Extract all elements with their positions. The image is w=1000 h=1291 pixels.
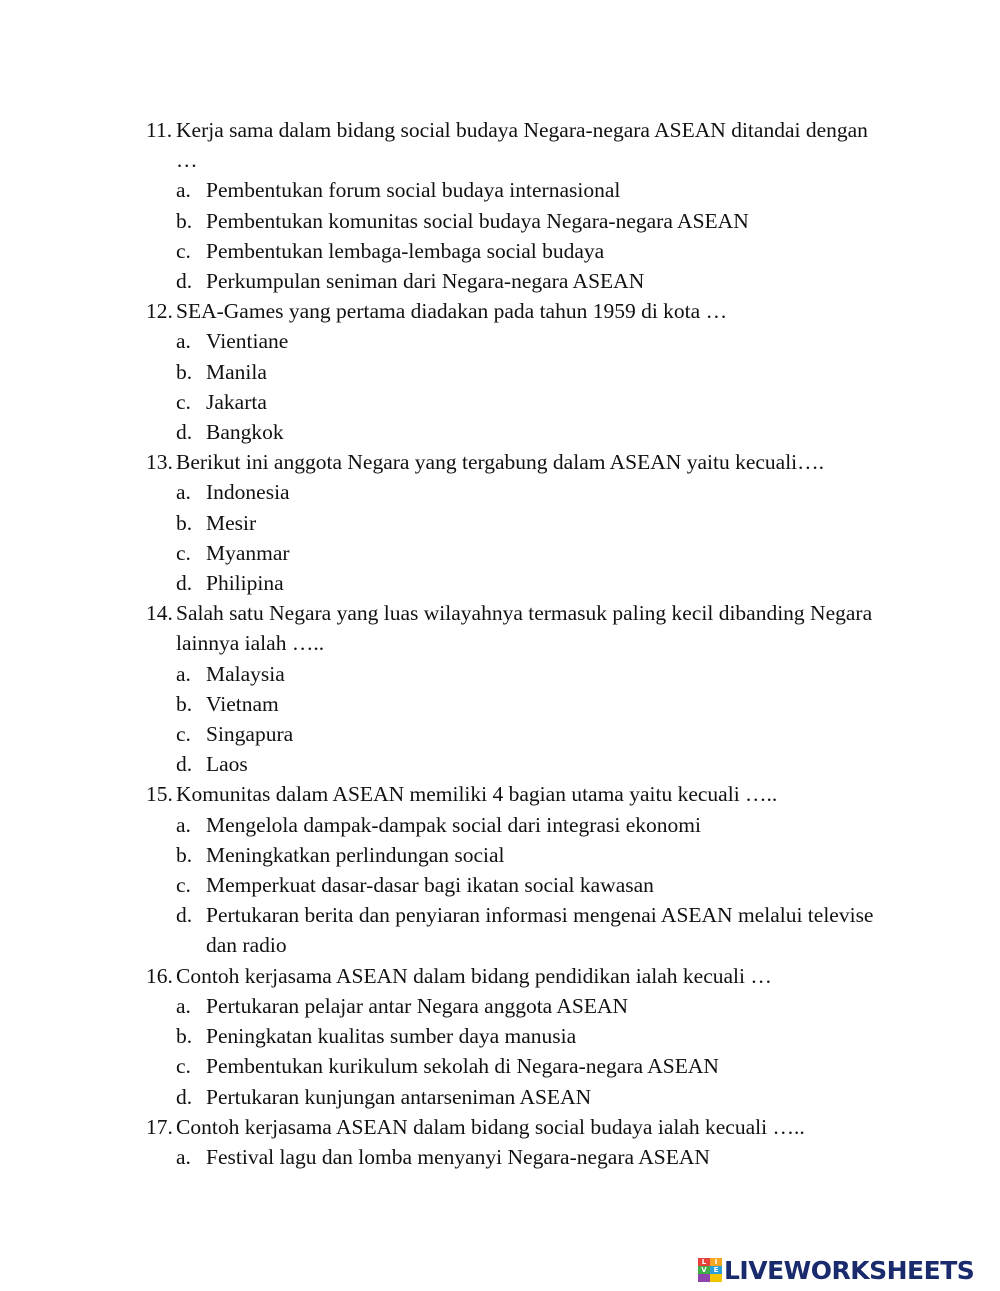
option-text: Festival lagu dan lomba menyanyi Negara-negara ASEAN (206, 1144, 710, 1169)
option-letter: c. (176, 540, 191, 565)
option-text: Mesir (206, 510, 257, 535)
option-text: Perkumpulan seniman dari Negara-negara ASEAN (206, 269, 645, 294)
option-letter: b. (176, 842, 193, 867)
question-stem (146, 296, 886, 326)
answer-option[interactable] (176, 810, 886, 840)
logo-icon-cell (710, 1274, 722, 1282)
answer-option[interactable] (176, 477, 886, 507)
option-text: Pembentukan kurikulum sekolah di Negara-negara ASEAN (206, 1054, 719, 1079)
option-letter: b. (176, 359, 193, 384)
question-stem (146, 961, 886, 991)
option-letter: a. (176, 480, 191, 505)
question-stem (146, 447, 886, 477)
question-number: 11. (146, 118, 173, 142)
option-text: Pertukaran berita dan penyiaran informasi mengenai ASEAN melalui televise dan radio (206, 903, 874, 958)
answer-option[interactable] (176, 175, 886, 205)
option-text: Peningkatan kualitas sumber daya manusia (206, 1024, 577, 1049)
option-letter: b. (176, 510, 193, 535)
answer-option[interactable] (176, 900, 886, 960)
question-text: Kerja sama dalam bidang social budaya Negara-negara ASEAN ditandai dengan … (176, 118, 868, 173)
logo-icon-cell: I (710, 1258, 722, 1266)
question-text: Salah satu Negara yang luas wilayahnya termasuk paling kecil dibanding Negara lainnya ialah ….. (176, 601, 873, 656)
option-text: Vietnam (206, 691, 279, 716)
option-letter: d. (176, 903, 193, 928)
question-list (146, 115, 886, 1172)
question-text: Contoh kerjasama ASEAN dalam bidang pendidikan ialah kecuali … (176, 963, 772, 988)
option-letter: c. (176, 873, 191, 898)
question-12 (146, 296, 886, 447)
question-17 (146, 1112, 886, 1172)
question-16 (146, 961, 886, 1112)
option-letter: d. (176, 420, 193, 445)
option-letter: d. (176, 571, 193, 596)
answer-option[interactable] (176, 689, 886, 719)
option-text: Pembentukan lembaga-lembaga social budaya (206, 238, 605, 263)
question-13 (146, 447, 886, 598)
option-text: Memperkuat dasar-dasar bagi ikatan social kawasan (206, 873, 654, 898)
logo-icon-cell: V (698, 1266, 710, 1274)
answer-option[interactable] (176, 236, 886, 266)
question-stem (146, 1112, 886, 1142)
question-text: Komunitas dalam ASEAN memiliki 4 bagian utama yaitu kecuali ….. (176, 782, 778, 807)
option-letter: a. (176, 1144, 191, 1169)
answer-option[interactable] (176, 749, 886, 779)
logo-icon-cell (698, 1274, 710, 1282)
answer-option[interactable] (176, 417, 886, 447)
option-letter: a. (176, 993, 191, 1018)
answer-option[interactable] (176, 719, 886, 749)
liveworksheets-logo (698, 1254, 974, 1286)
question-number: 13. (146, 450, 173, 475)
answer-option[interactable] (176, 1051, 886, 1081)
option-letter: c. (176, 238, 191, 263)
answer-option[interactable] (176, 326, 886, 356)
logo-icon-cell: E (710, 1266, 722, 1274)
option-text: Singapura (206, 722, 294, 747)
answer-option[interactable] (176, 206, 886, 236)
answer-option[interactable] (176, 538, 886, 568)
option-text: Pertukaran pelajar antar Negara anggota ASEAN (206, 993, 629, 1018)
option-letter: b. (176, 1024, 193, 1049)
answer-option[interactable] (176, 840, 886, 870)
question-11 (146, 115, 886, 296)
question-text: SEA-Games yang pertama diadakan pada tahun 1959 di kota … (176, 299, 728, 324)
option-letter: c. (176, 722, 191, 747)
liveworksheets-logo-text: LIVEWORKSHEETS (724, 1255, 975, 1285)
option-text: Pertukaran kunjungan antarseniman ASEAN (206, 1084, 592, 1109)
answer-option[interactable] (176, 568, 886, 598)
answer-option[interactable] (176, 508, 886, 538)
question-text: Contoh kerjasama ASEAN dalam bidang social budaya ialah kecuali ….. (176, 1114, 805, 1139)
question-stem (146, 779, 886, 809)
option-letter: a. (176, 178, 191, 203)
option-letter: c. (176, 1054, 191, 1079)
option-letter: d. (176, 269, 193, 294)
option-letter: a. (176, 812, 191, 837)
answer-option[interactable] (176, 659, 886, 689)
option-text: Philipina (206, 571, 284, 596)
option-text: Pembentukan forum social budaya internasional (206, 178, 621, 203)
option-text: Jakarta (206, 389, 267, 414)
option-text: Bangkok (206, 420, 284, 445)
question-stem (146, 598, 886, 658)
option-text: Mengelola dampak-dampak social dari integrasi ekonomi (206, 812, 701, 837)
option-text: Meningkatkan perlindungan social (206, 842, 505, 867)
option-letter: b. (176, 691, 193, 716)
option-letter: d. (176, 1084, 193, 1109)
logo-icon-cell: L (698, 1258, 710, 1266)
option-letter: d. (176, 752, 193, 777)
question-number: 12. (146, 299, 173, 324)
liveworksheets-logo-icon (698, 1258, 722, 1282)
option-text: Indonesia (206, 480, 290, 505)
answer-option[interactable] (176, 1021, 886, 1051)
answer-option[interactable] (176, 266, 886, 296)
question-number: 16. (146, 963, 173, 988)
question-number: 14. (146, 601, 173, 626)
answer-option[interactable] (176, 1142, 886, 1172)
question-number: 17. (146, 1114, 173, 1139)
answer-option[interactable] (176, 357, 886, 387)
answer-option[interactable] (176, 387, 886, 417)
option-letter: a. (176, 329, 191, 354)
option-letter: a. (176, 661, 191, 686)
answer-option[interactable] (176, 1082, 886, 1112)
option-letter: b. (176, 208, 193, 233)
question-text: Berikut ini anggota Negara yang tergabung dalam ASEAN yaitu kecuali…. (176, 450, 825, 475)
answer-option[interactable] (176, 991, 886, 1021)
option-text: Manila (206, 359, 267, 384)
option-text: Myanmar (206, 540, 290, 565)
question-15 (146, 779, 886, 960)
option-text: Malaysia (206, 661, 285, 686)
question-stem (146, 115, 886, 175)
answer-option[interactable] (176, 870, 886, 900)
option-text: Pembentukan komunitas social budaya Negara-negara ASEAN (206, 208, 749, 233)
question-14 (146, 598, 886, 779)
option-text: Vientiane (206, 329, 289, 354)
option-letter: c. (176, 389, 191, 414)
question-number: 15. (146, 782, 173, 807)
option-text: Laos (206, 752, 248, 777)
